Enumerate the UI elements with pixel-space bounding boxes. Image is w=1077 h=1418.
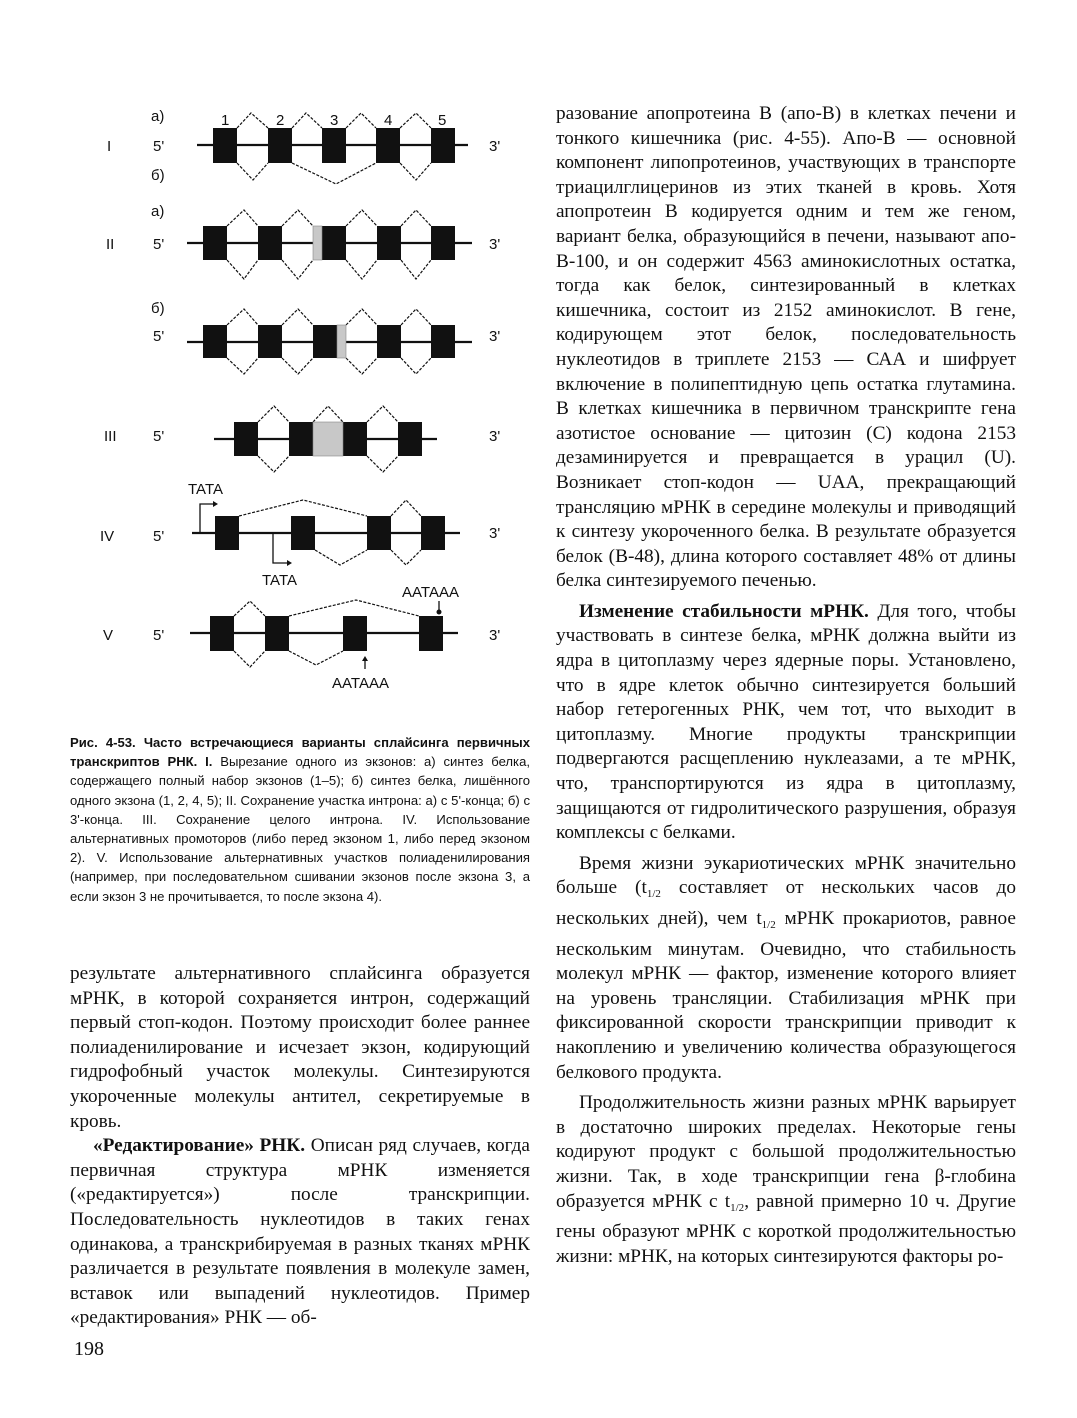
splice-connector [346,358,377,374]
exon [258,325,282,358]
exon-number: 4 [384,112,393,129]
exon [258,226,282,260]
paragraph-text: Время жизни эукариотических мРНК значительно больше (t [556,852,1016,899]
section-heading: «Редактирование» РНК. [93,1135,306,1157]
splice-connector [227,210,258,226]
figure-caption [70,733,530,906]
row-label-IV: IV [100,528,115,545]
polya-label: AATAAA [332,675,389,692]
arrowhead-icon [213,501,218,507]
sublabel-a: а) [151,203,165,220]
three-prime-label: 3' [489,138,501,155]
paragraph-text: Для того, чтобы участвовать в синтезе белка, мРНК должна выйти из ядра в цитоплазму через ядерные поры. Установлено, что в ядре клеток обычно синтезируется больший набор гетерогенных РНК, чем тот, что выходит в цитоплазму. Многие продукты транскрипции подвергаются расщеплению нуклеазами, а те мРНК, что, транспортируются из ядра в цитоплазму, защищаются от гидролитического разрушения, образуя комплексы с белками. [556,600,1016,844]
splice-connector [401,358,431,374]
splice-connector [346,260,377,279]
right-column [556,102,1016,1269]
arrowhead-icon [362,656,368,661]
splice-connector [237,163,268,180]
exon [213,128,237,163]
paragraph-text: Описан ряд случаев, когда первичная структура мРНК изменяется («редактируется») после транскрипции. Последовательность нуклеотидов в таких генах одинакова, а транскрибируемая в разных тканях мРНК различается в результате появления в молекуле замен, вставок или выпадений нуклеотидов. Пример «редактирования» РНК — об- [70,1135,530,1329]
exon [398,422,422,456]
page-number: 198 [74,1338,104,1360]
five-prime-label: 5' [153,528,165,545]
three-prime-label: 3' [489,525,501,542]
splice-connector [401,309,431,325]
splice-connector [367,406,398,422]
exon [322,226,346,260]
splice-connector [258,456,289,472]
five-prime-label: 5' [153,328,165,345]
paragraph: результате альтернативного сплайсинга образуется мРНК, в которой сохраняется интрон, содержащий первый стоп-кодон. Поэтому происходит более раннее полиаденилирование и исчезает экзон, кодирующий гидрофобный участок молекулы. Синтезируются укороченные молекулы антител, секретируемые в кровь. [70,963,530,1132]
paragraph-text: Продолжительность жизни разных мРНК варьирует в достаточно широких пределах. Некоторые гены кодируют продукт с большой продолжительностью жизни. Так, в ходе транскрипции гена β-глобина образуется мРНК с t [556,1092,1016,1212]
splice-connector [367,456,398,472]
exon [268,128,292,163]
exon [215,516,239,550]
splice-connector [391,550,421,565]
promoter-arrow [273,533,287,563]
exon-number: 1 [221,112,230,129]
exon-number: 3 [330,112,339,129]
exon [431,128,455,163]
row-label-II: II [106,236,115,253]
section-heading: Изменение стабильности мРНК. [579,600,869,622]
exon [203,226,227,260]
splice-connector [282,309,313,325]
paragraph [556,600,1016,846]
exon [419,616,443,651]
paragraph [556,1091,1016,1269]
exon-number: 5 [438,112,447,129]
splice-connector [227,260,258,279]
splice-connector [282,260,313,279]
splice-connector [239,500,367,516]
splice-connector [346,113,376,128]
retained-intron [313,422,343,456]
paragraph [556,852,1016,1085]
exon [265,616,289,651]
splice-connector [227,309,258,325]
subscript: 1/2 [761,919,776,931]
retained-intron [337,325,346,358]
exon [343,422,367,456]
five-prime-label: 5' [153,236,165,253]
exon [313,325,337,358]
three-prime-label: 3' [489,428,501,445]
splice-connector [289,600,419,616]
exon [377,226,401,260]
exon [291,516,315,550]
paragraph [70,1134,530,1331]
splice-connector [282,358,313,374]
splice-connector [401,260,431,279]
splice-connector [292,163,376,184]
paragraph: разование апопротеина В (апо-В) в клетках печени и тонкого кишечника (рис. 4-55). Апо-В — основной компонент липопротеинов, участвующих в транспорте триацилглицеринов из этих тканей в кровь. Хотя апопротеин В кодируется одним и тем же геном, вариант белка, образующийся в печени, называют апо-В-100, и он содержит 4563 аминокислотных остатка, тогда как белок, синтезированный в клетках кишечника, состоит из 2152 аминокислот. В гене, кодирующем этот белок, последовательность нуклеотидов в триплете 2153 — САА и шифрует включение в полипептидную цепь остатка глутамина. В клетках кишечника в первичном транскрипте гена азотистое основание — цитозин (С) кодона 2153 дезаминируется и превращается в урацил (U). Возникает стоп-кодон — UAA, прекращающий трансляцию мРНК в середине молекулы и приводящий к синтезу укороченного белка. В результате образуется белок (В-48), длина которого составляет 48% от длины белка синтезируемого печенью. [556,103,1016,592]
splice-connector [346,210,377,226]
arrowhead-icon [287,560,292,566]
promoter-arrow [200,504,213,533]
splice-connector [292,113,322,128]
sublabel-a: а) [151,108,165,125]
splice-connector [282,210,313,226]
promoter-label: TATA [262,572,297,589]
exon [210,616,234,651]
exon [322,128,346,163]
sublabel-b: б) [151,167,165,184]
splice-connector [258,406,289,422]
subscript: 1/2 [730,1201,745,1214]
splice-connector [237,113,268,128]
splice-connector [234,651,265,667]
three-prime-label: 3' [489,236,501,253]
splice-connector [391,500,421,516]
exon [431,226,455,260]
three-prime-label: 3' [489,328,501,345]
splice-connector [313,406,343,422]
row-label-V: V [103,627,114,644]
splice-connector [289,651,343,665]
paragraph-text: мРНК прокариотов, равное нескольким минутам. Очевидно, что стабильность молекул мРНК — фактор, изменение которого влияет на уровень трансляции. Стабилизация мРНК при фиксированной скорости транскрипции приводит к накоплению и увеличению количества образующегося белкового продукта. [556,908,1016,1083]
caption-body: Вырезание одного из экзонов: а) синтез белка, содержащего полный набор экзонов (1–5); б) синтез белка, лишённого одного экзона (1, 2, 4, 5); II. Сохранение участка интрона: а) с 5'-конца; б) с 3'-конца. III. Сохранение целого интрона. IV. Использование альтернативных промоторов (либо перед экзоном 1, либо перед экзоном 2). V. Использование альтернативных участков полиаденилирования (например, при последовательном сшивании экзонов после экзона 3, а если экзон 3 не прочитывается, то после экзона 4). [70,754,530,904]
exon [367,516,391,550]
splice-connector [400,113,431,128]
polya-marker-dot [437,610,442,615]
exon [343,616,367,651]
paragraph-text: составляет от нескольких часов до нескольких дней), чем t [556,877,1016,929]
splicing-figure [60,95,540,715]
three-prime-label: 3' [489,627,501,644]
splice-connector [227,358,258,374]
exon [234,422,258,456]
caption-title: Рис. 4-53. Часто встречающиеся варианты сплайсинга первичных транскриптов РНК. I. [70,735,530,770]
retained-intron [313,226,322,260]
exon [203,325,227,358]
exon [289,422,313,456]
row-label-III: III [104,428,117,445]
row-label-I: I [107,138,112,155]
splice-connector [401,210,431,226]
splicing-diagram [60,95,540,715]
exon [376,128,400,163]
paragraph-text: , равной примерно 10 ч. Другие гены образуют мРНК с короткой продолжительностью жизни: мРНК, на которых синтезируются факторы ро- [556,1190,1016,1267]
subscript: 1/2 [646,888,661,901]
sublabel-b: б) [151,300,165,317]
splice-connector [400,163,431,180]
left-column [70,962,530,1331]
exon-number: 2 [276,112,285,129]
polya-label: AATAAA [402,584,459,601]
five-prime-label: 5' [153,627,165,644]
exon [421,516,445,550]
splice-connector [234,601,265,616]
five-prime-label: 5' [153,138,165,155]
splice-connector [315,550,367,565]
promoter-label: TATA [188,481,223,498]
five-prime-label: 5' [153,428,165,445]
exon [377,325,401,358]
exon [431,325,455,358]
splice-connector [346,309,377,325]
